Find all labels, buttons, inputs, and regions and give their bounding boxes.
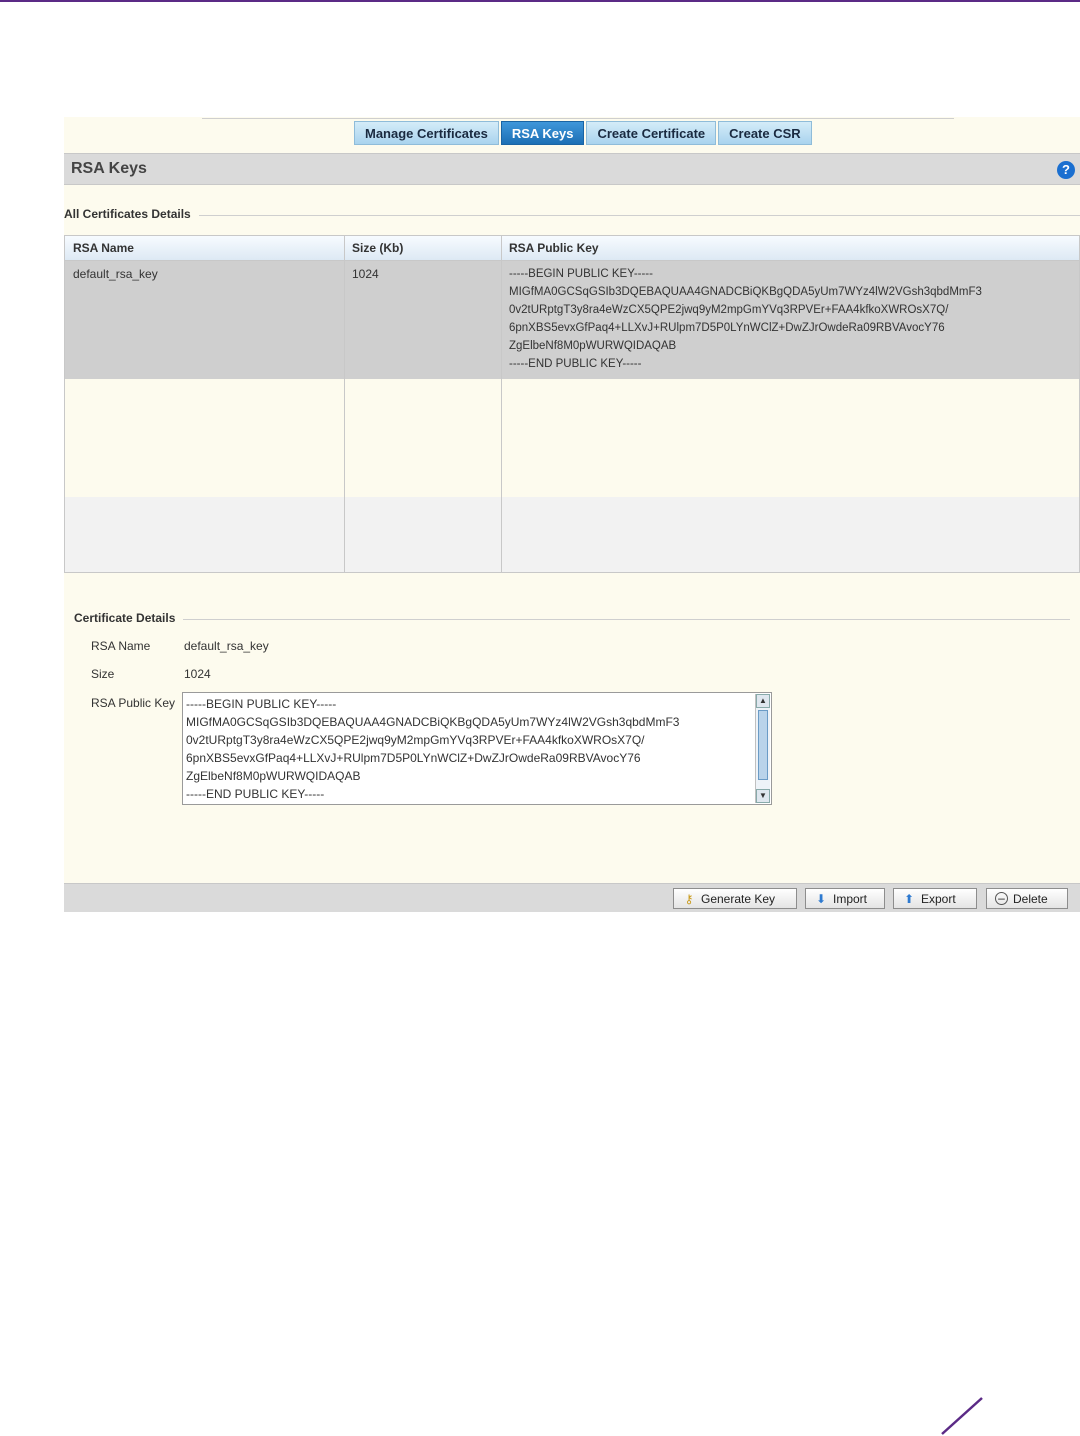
tab-manage-certificates[interactable]: Manage Certificates: [354, 121, 499, 145]
title-bar: [64, 153, 1080, 185]
cell-size: 1024: [352, 267, 379, 281]
header-size[interactable]: Size (Kb): [352, 241, 404, 255]
tab-rsa-keys[interactable]: RSA Keys: [501, 121, 585, 145]
tab-create-csr[interactable]: Create CSR: [718, 121, 812, 145]
size-value: 1024: [184, 667, 211, 681]
all-details-rule: [64, 215, 1080, 216]
tab-baseline: [202, 118, 954, 119]
export-button[interactable]: [893, 888, 977, 909]
column-divider: [501, 236, 502, 572]
table-row[interactable]: [65, 261, 1079, 379]
import-button[interactable]: [805, 888, 885, 909]
rsa-public-key-text: -----BEGIN PUBLIC KEY----- MIGfMA0GCSqGSIb3DQEBAQUAA4GNADCBiQKBgQDA5yUm7WYz4lW2VGsh3qbdMmF3 0v2tURptgT3y8ra4eWzCX5QPE2jwq9yM2mpGmYVq3RPVEr+FAA4kfkoXWROsX7Q/ 6pnXBS5evxGfPaq4+LLXvJ+RUlpm7D5P0LYnWClZ+DwZJrOwdeRa09RBVAvocY76 ZgElbeNf8M0pWURWQIDAQAB -----END PUBLIC KEY-----: [186, 697, 680, 801]
scroll-down-icon[interactable]: ▼: [756, 789, 770, 803]
scroll-up-icon[interactable]: ▲: [756, 694, 770, 708]
table-header: [65, 236, 1079, 261]
rsa-keys-table: [64, 235, 1080, 573]
generate-key-button[interactable]: [673, 888, 797, 909]
export-label: Export: [921, 891, 956, 906]
table-row-empty: [65, 379, 1079, 497]
minus-circle-icon: –: [995, 892, 1008, 905]
help-icon[interactable]: ?: [1057, 161, 1075, 179]
table-row-empty: [65, 497, 1079, 572]
rsa-public-key-label: RSA Public Key: [91, 696, 176, 710]
header-rsa-public-key[interactable]: RSA Public Key: [509, 241, 599, 255]
generate-key-label: Generate Key: [701, 891, 776, 906]
import-label: Import: [833, 891, 868, 906]
brand-slash-logo: [936, 1396, 986, 1436]
key-icon: ⚷: [684, 891, 694, 906]
cert-details-label: Certificate Details: [74, 611, 183, 625]
export-arrow-icon: ⬆: [903, 891, 915, 906]
top-brand-rule: [0, 0, 1080, 2]
rsa-name-value: default_rsa_key: [184, 639, 269, 653]
page-title: RSA Keys: [71, 160, 147, 177]
rsa-name-label: RSA Name: [91, 639, 151, 653]
delete-label: Delete: [1013, 891, 1048, 906]
cell-rsa-name: default_rsa_key: [73, 267, 158, 281]
rsa-public-key-textarea[interactable]: [182, 692, 772, 805]
all-details-label: All Certificates Details: [64, 207, 199, 221]
delete-button[interactable]: [986, 888, 1068, 909]
import-arrow-icon: ⬇: [815, 891, 827, 906]
header-rsa-name[interactable]: RSA Name: [73, 241, 134, 255]
column-divider: [344, 236, 345, 572]
tab-bar: [354, 121, 812, 145]
action-bar: [64, 883, 1080, 912]
cell-rsa-public-key: -----BEGIN PUBLIC KEY----- MIGfMA0GCSqGSIb3DQEBAQUAA4GNADCBiQKBgQDA5yUm7WYz4lW2VGsh3qbdMmF3 0v2tURptgT3y8ra4eWzCX5QPE2jwq9yM2mpGmYVq3RPVEr+FAA4kfkoXWROsX7Q/ 6pnXBS5evxGfPaq4+LLXvJ+RUlpm7D5P0LYnWClZ+DwZJrOwdeRa09RBVAvocY76 ZgElbeNf8M0pWURWQIDAQAB -----END PUBLIC KEY-----: [509, 268, 982, 370]
tab-create-certificate[interactable]: Create Certificate: [586, 121, 716, 145]
textarea-scrollbar[interactable]: [755, 694, 770, 803]
size-label: Size: [91, 667, 115, 681]
cert-details-rule: [74, 619, 1070, 620]
scroll-thumb[interactable]: [758, 710, 768, 780]
rsa-keys-panel: [64, 117, 1080, 912]
